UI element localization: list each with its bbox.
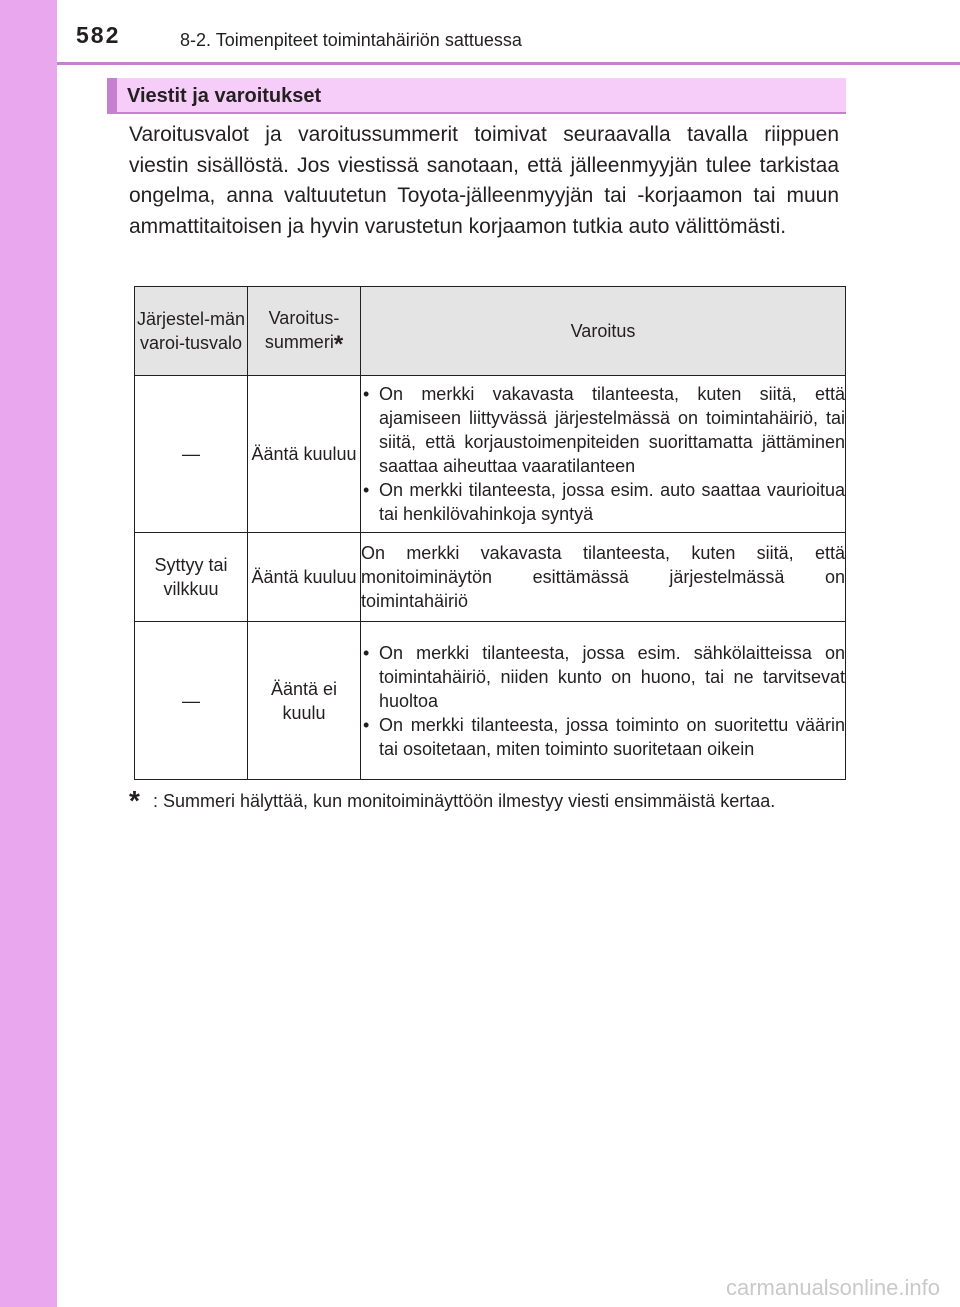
cell-buzzer: Ääntä ei kuulu (248, 622, 361, 780)
header-buzzer-label: Varoitus-summeri (264, 307, 340, 352)
warning-bullet: • On merkki tilanteesta, jossa esim. auto saattaa vaurioitua tai henkilövahinkoja syntyä (361, 478, 845, 526)
table-row (135, 533, 846, 622)
watermark: carmanualsonline.info (725, 1275, 940, 1300)
cell-light: — (135, 376, 248, 533)
warning-bullet: • On merkki tilanteesta, jossa esim. sähkölaitteissa on toimintahäiriö, niiden kunto on huono, tai ne tarvitsevat huoltoa (361, 641, 845, 713)
table-row (135, 376, 846, 533)
intro-paragraph: Varoitusvalot ja varoitussummerit toimivat seuraavalla tavalla riippuen viestin sisällöstä. Jos viestissä sanotaan, että jälleenmyyjän tulee tarkistaa ongelma, anna valtuutetun Toyota-jälleenmyyjän tai -korjaamon tai muun ammattitaitoisen ja hyvin varustetun korjaamon tutkia auto välittömästi. (129, 123, 839, 238)
header-buzzer (248, 287, 361, 376)
cell-buzzer: Ääntä kuuluu (248, 533, 361, 622)
cell-warning (361, 622, 846, 780)
cell-light: Syttyy tai vilkkuu (135, 533, 248, 622)
asterisk-marker: * (333, 330, 344, 358)
header-warning-light: Järjestel-män varoi-tusvalo (135, 287, 248, 376)
cell-warning (361, 376, 846, 533)
footnote (129, 785, 841, 816)
cell-light: — (135, 622, 248, 780)
table-row (135, 622, 846, 780)
table-header-row (135, 287, 846, 376)
section-accent-bar (107, 78, 117, 112)
side-color-band (0, 0, 57, 1307)
cell-warning: On merkki vakavasta tilanteesta, kuten siitä, että monitoiminäytön esittämässä järjestelmässä on toimintahäiriö (361, 533, 846, 622)
page-number: 582 (76, 22, 121, 48)
footnote-text: : Summeri hälyttää, kun monitoiminäyttöön ilmestyy viesti ensimmäistä kertaa. (153, 791, 776, 811)
footnote-asterisk: * (129, 785, 140, 816)
header-warning: Varoitus (361, 287, 846, 376)
warning-bullet: • On merkki vakavasta tilanteesta, kuten siitä, että ajamiseen liittyvässä järjestelmässä on toimintahäiriö, tai siitä, että korjaustoimenpiteiden suorittamatta jättäminen saattaa aiheuttaa vaaratilanteen (361, 382, 845, 478)
section-title: Viestit ja varoitukset (127, 85, 322, 107)
header-divider (57, 62, 960, 65)
warning-table (134, 286, 846, 780)
section-heading (107, 78, 846, 114)
chapter-title: 8-2. Toimenpiteet toimintahäiriön sattuessa (180, 30, 522, 50)
warning-bullet: • On merkki tilanteesta, jossa toiminto on suoritettu väärin tai osoitetaan, miten toiminto suoritetaan oikein (361, 713, 845, 761)
cell-buzzer: Ääntä kuuluu (248, 376, 361, 533)
